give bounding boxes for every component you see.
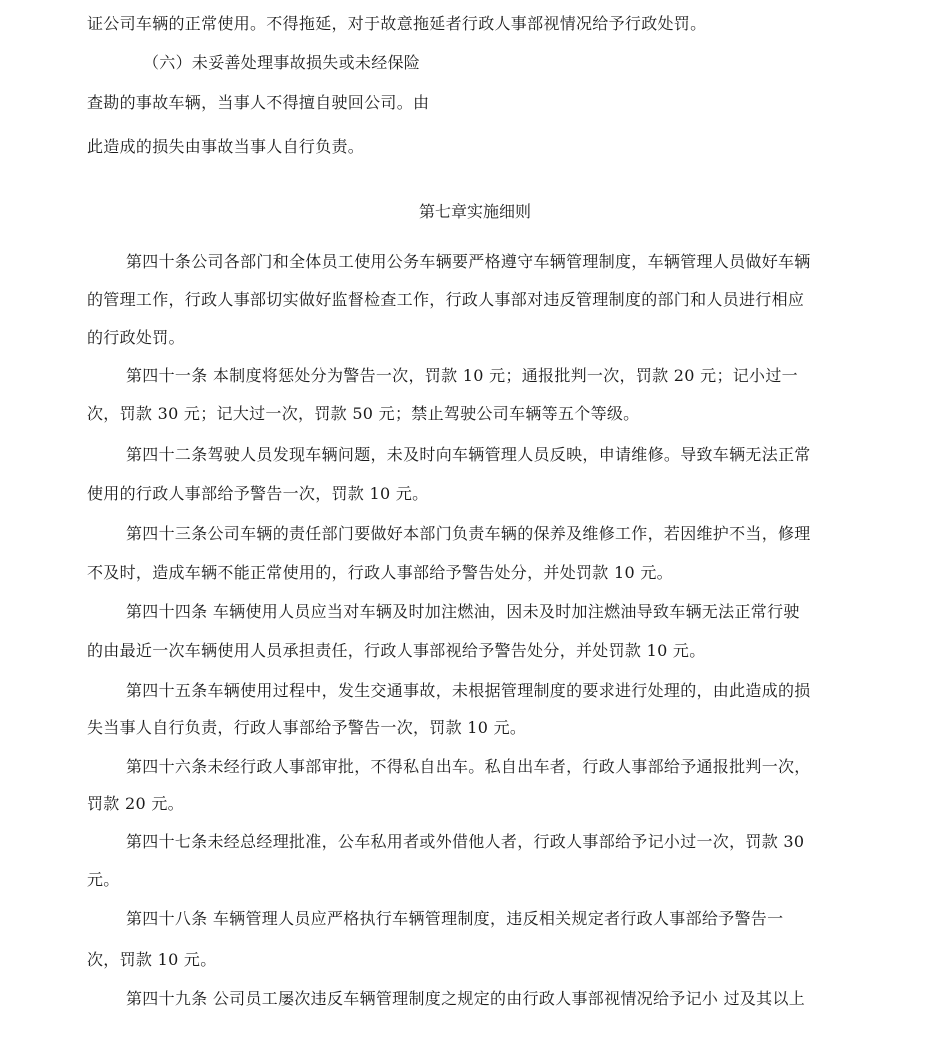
subsection-heading: （六）未妥善处理事故损失或未经保险 bbox=[143, 53, 421, 72]
article-48-line-2: 次，罚款 10 元。 bbox=[87, 950, 217, 969]
article-46-line-2: 罚款 20 元。 bbox=[87, 794, 184, 813]
article-44-line-1: 第四十四条 车辆使用人员应当对车辆及时加注燃油，因未及时加注燃油导致车辆无法正常行驶 bbox=[126, 602, 800, 621]
article-42-line-2: 使用的行政人事部给予警告一次，罚款 10 元。 bbox=[87, 484, 429, 503]
chapter-heading: 第七章实施细则 bbox=[418, 202, 531, 221]
article-45-line-1: 第四十五条车辆使用过程中，发生交通事故，未根据管理制度的要求进行处理的，由此造成的损 bbox=[126, 681, 811, 700]
text-line: 证公司车辆的正常使用。不得拖延，对于故意拖延者行政人事部视情况给予行政处罚。 bbox=[87, 14, 707, 33]
article-40-line-3: 的行政处罚。 bbox=[87, 328, 185, 347]
article-49-line-1: 第四十九条 公司员工屡次违反车辆管理制度之规定的由行政人事部视情况给予记小 过及其以上 bbox=[126, 989, 806, 1008]
article-40-line-1: 第四十条公司各部门和全体员工使用公务车辆要严格遵守车辆管理制度，车辆管理人员做好车辆 bbox=[126, 252, 811, 271]
article-43-line-1: 第四十三条公司车辆的责任部门要做好本部门负责车辆的保养及维修工作，若因维护不当，修理 bbox=[126, 524, 811, 543]
text-line: 此造成的损失由事故当事人自行负责。 bbox=[87, 137, 365, 156]
article-47-line-2: 元。 bbox=[87, 870, 120, 889]
article-43-line-2: 不及时，造成车辆不能正常使用的，行政人事部给予警告处分，并处罚款 10 元。 bbox=[87, 563, 673, 582]
article-42-line-1: 第四十二条驾驶人员发现车辆问题，未及时向车辆管理人员反映，申请维修。导致车辆无法正常 bbox=[126, 445, 811, 464]
article-40-line-2: 的管理工作，行政人事部切实做好监督检查工作，行政人事部对违反管理制度的部门和人员进行相应 bbox=[87, 290, 805, 309]
article-47-line-1: 第四十七条未经总经理批准，公车私用者或外借他人者，行政人事部给予记小过一次，罚款 30 bbox=[126, 832, 805, 851]
article-48-line-1: 第四十八条 车辆管理人员应严格执行车辆管理制度，违反相关规定者行政人事部给予警告一 bbox=[126, 909, 784, 928]
article-46-line-1: 第四十六条未经行政人事部审批，不得私自出车。私自出车者，行政人事部给予通报批判一次， bbox=[126, 757, 811, 776]
article-45-line-2: 失当事人自行负责，行政人事部给予警告一次，罚款 10 元。 bbox=[87, 718, 527, 737]
article-41-line-1: 第四十一条 本制度将惩处分为警告一次，罚款 10 元；通报批判一次，罚款 20 元；记小过一 bbox=[126, 366, 798, 385]
article-44-line-2: 的由最近一次车辆使用人员承担责任，行政人事部视给予警告处分，并处罚款 10 元。 bbox=[87, 641, 706, 660]
text-line: 查勘的事故车辆，当事人不得擅自驶回公司。由 bbox=[87, 93, 430, 112]
article-41-line-2: 次，罚款 30 元；记大过一次，罚款 50 元；禁止驾驶公司车辆等五个等级。 bbox=[87, 404, 640, 423]
